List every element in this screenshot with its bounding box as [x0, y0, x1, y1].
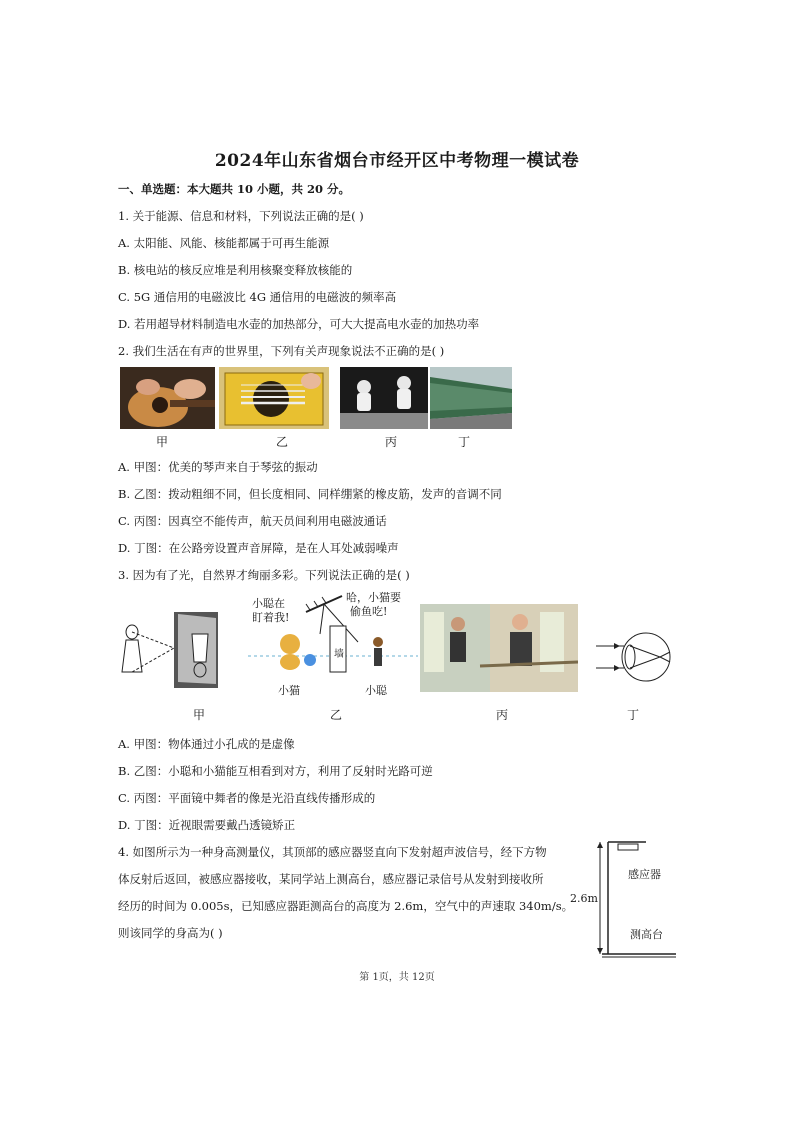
q1-stem: 1. 关于能源、信息和材料，下列说法正确的是( ) [118, 209, 364, 223]
speech-bubble-cat-line2: 盯着我! [252, 611, 290, 624]
q4-stem-line2: 体反射后返回，被感应器接收，某同学站上测高台，感应器记录信号从发射到接收所 [118, 872, 544, 886]
q4-stem-line3: 经历的时间为 0.005s，已知感应器距测高台的高度为 2.6m，空气中的声速取 340m/s。 [118, 899, 574, 913]
pinhole-figure [118, 610, 218, 690]
q3-label-jia: 甲 [193, 708, 206, 722]
q3-stem: 3. 因为有了光，自然界才绚丽多彩。下列说法正确的是( ) [118, 568, 410, 582]
q1-option-a: A. 太阳能、风能、核能都属于可再生能源 [118, 236, 330, 250]
q1-option-d: D. 若用超导材料制造电水壶的加热部分，可大大提高电水壶的加热功率 [118, 317, 480, 331]
q3-option-a: A. 甲图：物体通过小孔成的是虚像 [118, 737, 295, 751]
q2-stem: 2. 我们生活在有声的世界里，下列有关声现象说法不正确的是( ) [118, 344, 445, 358]
height-label: 2.6m [570, 892, 598, 905]
speech-bubble-cat-line1: 小聪在 [252, 597, 285, 610]
q2-option-b: B. 乙图：拨动粗细不同，但长度相同、同样绷紧的橡皮筋，发声的音调不同 [118, 487, 502, 501]
wall-label: 墙 [334, 649, 344, 660]
q2-label-bing: 丙 [385, 435, 398, 449]
rubber-band-box-photo [219, 367, 329, 429]
q3-option-c: C. 丙图：平面镜中舞者的像是光沿直线传播形成的 [118, 791, 376, 805]
q4-stem-line4: 则该同学的身高为( ) [118, 926, 223, 940]
q3-label-yi: 乙 [330, 708, 343, 722]
speech-bubble-boy-line1: 哈，小猫要 [346, 591, 401, 604]
q3-option-d: D. 丁图：近视眼需要戴凸透镜矫正 [118, 818, 296, 832]
q4-stem-line1: 4. 如图所示为一种身高测量仪，其顶部的感应器竖直向下发射超声波信号，经下方物 [118, 845, 547, 859]
astronauts-photo [340, 367, 428, 429]
page-title: 2024年山东省烟台市经开区中考物理一模试卷 [214, 151, 580, 171]
boy-label: 小聪 [365, 684, 387, 697]
sensor-label: 感应器 [628, 868, 661, 881]
platform-label: 测高台 [630, 928, 663, 941]
q1-option-c: C. 5G 通信用的电磁波比 4G 通信用的电磁波的频率高 [118, 290, 397, 304]
q2-option-a: A. 甲图：优美的琴声来自于琴弦的振动 [118, 460, 318, 474]
q3-label-ding: 丁 [627, 708, 640, 722]
cat-label: 小猫 [278, 684, 300, 697]
myopia-eye-figure [596, 628, 676, 686]
q2-label-jia: 甲 [156, 435, 169, 449]
noise-barrier-photo [430, 367, 512, 429]
page-footer: 第 1页，共 12页 [359, 972, 435, 983]
guitar-photo [120, 367, 215, 429]
section-heading: 一、单选题：本大题共 10 小题，共 20 分。 [118, 182, 351, 196]
q1-option-b: B. 核电站的核反应堆是利用核聚变释放核能的 [118, 263, 353, 277]
q2-option-c: C. 丙图：因真空不能传声，航天员间利用电磁波通话 [118, 514, 387, 528]
q2-label-ding: 丁 [458, 435, 471, 449]
q2-option-d: D. 丁图：在公路旁设置声音屏障，是在人耳处减弱噪声 [118, 541, 399, 555]
dancer-mirror-photo [420, 604, 578, 692]
q3-label-bing: 丙 [496, 708, 509, 722]
q3-option-b: B. 乙图：小聪和小猫能互相看到对方，利用了反射时光路可逆 [118, 764, 433, 778]
q2-label-yi: 乙 [276, 435, 289, 449]
speech-bubble-boy-line2: 偷鱼吃! [350, 605, 388, 618]
